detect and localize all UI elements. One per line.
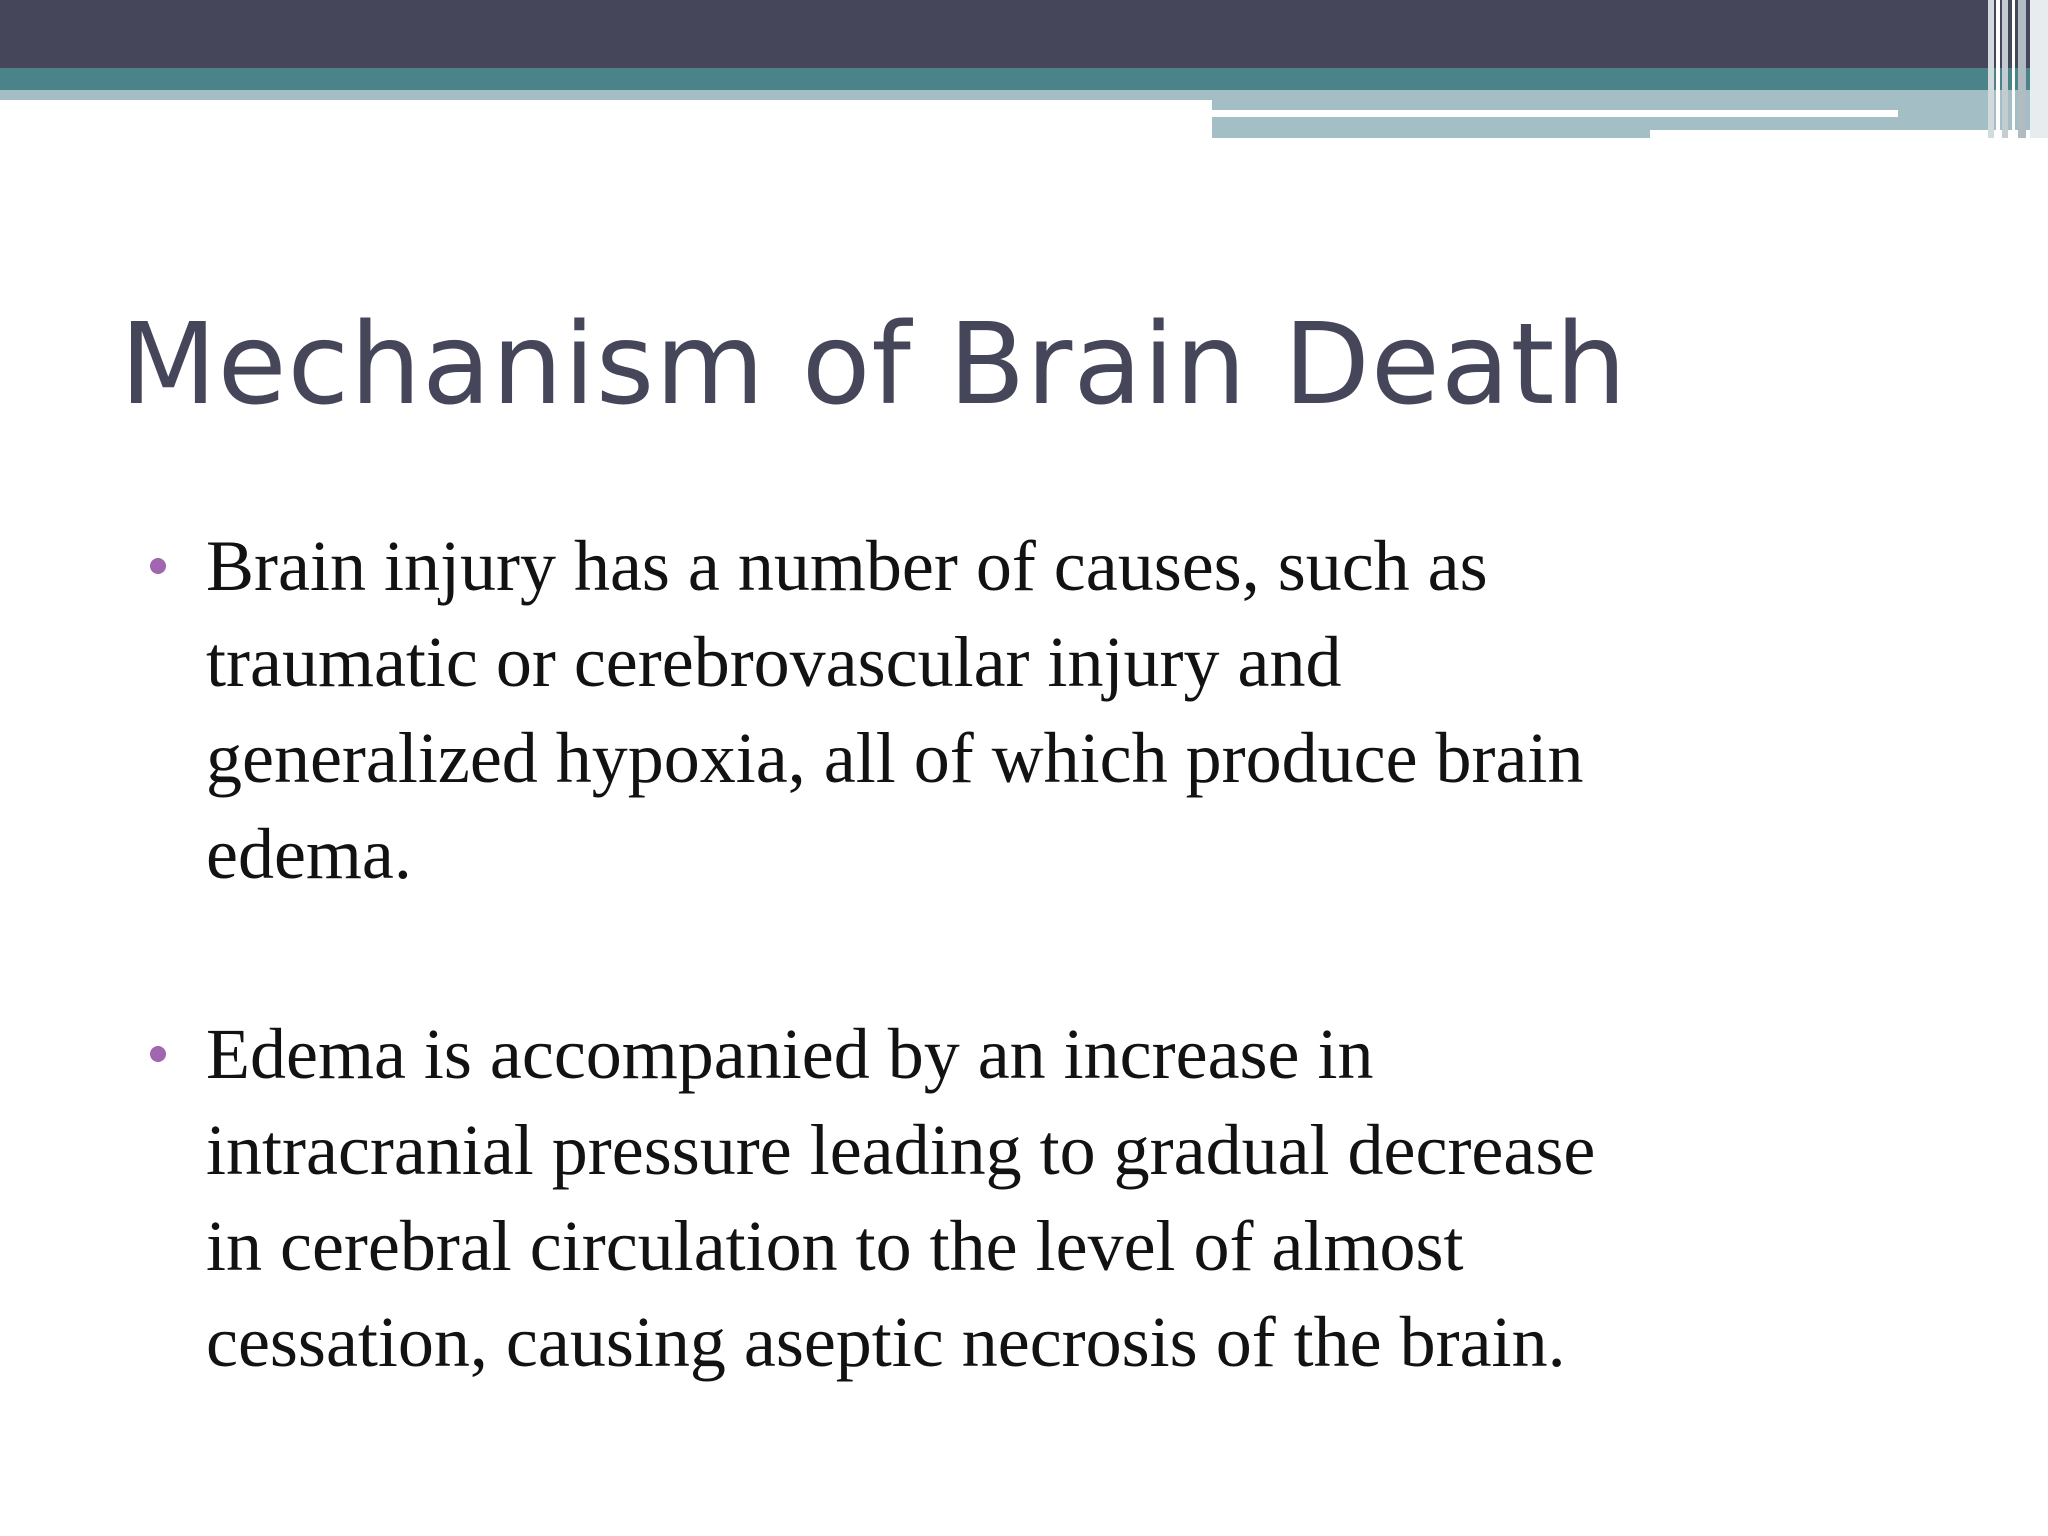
header-stripe bbox=[1996, 0, 2000, 138]
slide-title: Mechanism of Brain Death bbox=[120, 300, 1628, 430]
header-stripe bbox=[2012, 0, 2015, 138]
header-bar-teal bbox=[0, 68, 2048, 90]
header-stripe bbox=[1988, 0, 1994, 138]
header-stripe bbox=[2018, 0, 2026, 138]
header-bar-dark bbox=[0, 0, 2048, 68]
bullet-dot-icon bbox=[150, 558, 166, 574]
bullet-text-line: cessation, causing aseptic necrosis of the brain. bbox=[206, 1302, 1566, 1382]
header-accent-line bbox=[1212, 110, 1898, 117]
header-stripe bbox=[2030, 0, 2048, 138]
bullet-text-line: in cerebral circulation to the level of almost bbox=[206, 1206, 1464, 1286]
header-stripe bbox=[2002, 0, 2008, 138]
bullet-dot-icon bbox=[150, 1046, 166, 1062]
header-bar-light-left bbox=[0, 90, 1212, 100]
bullet-list bbox=[140, 518, 1940, 1390]
bullet-text-line: Edema is accompanied by an increase in bbox=[206, 1014, 1374, 1094]
bullet-text-line: edema. bbox=[206, 814, 412, 894]
bullet-text-line: traumatic or cerebrovascular injury and bbox=[206, 622, 1342, 702]
bullet-text-line: Brain injury has a number of causes, such as bbox=[206, 526, 1488, 606]
bullet-text-line: generalized hypoxia, all of which produce brain bbox=[206, 718, 1584, 798]
bullet-item bbox=[140, 1006, 1940, 1390]
bullet-text-line: intracranial pressure leading to gradual decrease bbox=[206, 1110, 1596, 1190]
bullet-item bbox=[140, 518, 1940, 902]
